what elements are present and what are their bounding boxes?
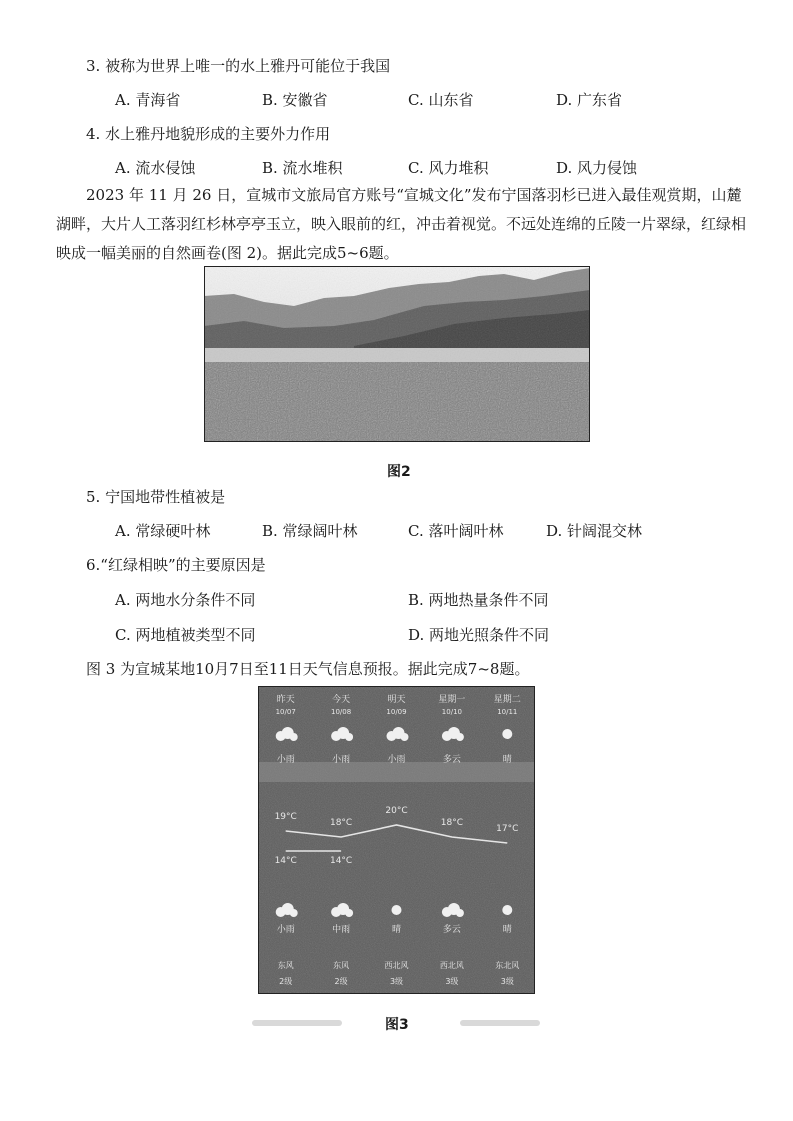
forecast-date: 10/07 <box>275 708 296 716</box>
forecast-high-temp: 18°C <box>329 818 353 828</box>
q6-option-d: D. 两地光照条件不同 <box>408 626 550 644</box>
q4-option-b: B. 流水堆积 <box>262 159 343 177</box>
figure-3-weather-forecast <box>258 686 535 994</box>
q5-option-b: B. 常绿阔叶林 <box>262 522 358 540</box>
figure-3-caption: 图3 <box>385 1017 409 1033</box>
forecast-high-temp: 19°C <box>274 812 297 822</box>
q5-option-a: A. 常绿硬叶林 <box>115 522 211 540</box>
forecast-day-name: 星期一 <box>438 695 466 705</box>
q3-option-b: B. 安徽省 <box>262 91 328 109</box>
forecast-night-weather: 晴 <box>502 925 512 935</box>
forecast-wind-level: 3级 <box>389 977 404 986</box>
forecast-day-weather: 小雨 <box>276 755 295 765</box>
q6-option-b: B. 两地热量条件不同 <box>408 591 549 609</box>
forecast-date: 10/08 <box>331 708 352 716</box>
q6-option-c: C. 两地植被类型不同 <box>115 626 256 644</box>
sun-icon <box>392 905 402 915</box>
forecast-wind: 东北风 <box>495 961 520 970</box>
forecast-wind: 西北风 <box>439 961 464 970</box>
forecast-wind-level: 3级 <box>500 977 514 986</box>
forecast-night-weather: 小雨 <box>276 925 295 935</box>
sun-icon <box>502 729 512 739</box>
forecast-low-temp: 14°C <box>329 856 353 866</box>
sun-icon <box>502 905 512 915</box>
q3-option-c: C. 山东省 <box>408 91 474 109</box>
forecast-wind-level: 2级 <box>334 977 348 986</box>
forecast-wind-level: 3级 <box>445 977 459 986</box>
figure-2-caption: 图2 <box>387 464 411 480</box>
forecast-date: 10/09 <box>386 708 407 716</box>
forecast-wind-level: 2级 <box>279 977 293 986</box>
forecast-date: 10/11 <box>497 708 518 716</box>
forecast-day-name: 今天 <box>332 695 351 705</box>
question-3-stem: 3. 被称为世界上唯一的水上雅丹可能位于我国 <box>86 57 391 75</box>
q6-option-a: A. 两地水分条件不同 <box>115 591 256 609</box>
scan-smudge <box>252 1020 342 1026</box>
forecast-night-weather: 晴 <box>391 925 402 935</box>
forecast-night-weather: 中雨 <box>332 925 351 935</box>
figure-2-landscape-photo <box>204 266 590 442</box>
forecast-low-temp: 14°C <box>274 856 297 866</box>
forecast-day-name: 星期二 <box>493 695 521 705</box>
forecast-high-temp: 18°C <box>440 818 464 828</box>
q3-option-d: D. 广东省 <box>556 91 623 109</box>
forecast-day-name: 明天 <box>387 695 406 705</box>
forecast-day-weather: 小雨 <box>387 755 406 765</box>
forecast-date: 10/10 <box>441 708 462 716</box>
passage-2: 图 3 为宣城某地10月7日至11日天气信息预报。据此完成7~8题。 <box>86 660 530 678</box>
q4-option-d: D. 风力侵蚀 <box>556 159 638 177</box>
forecast-day-weather: 晴 <box>502 755 512 765</box>
forecast-day-weather: 多云 <box>442 755 461 765</box>
forecast-wind: 东风 <box>333 961 350 970</box>
q4-option-a: A. 流水侵蚀 <box>115 159 196 177</box>
scan-smudge <box>460 1020 540 1026</box>
passage-1: 2023 年 11 月 26 日，宣城市文旅局官方账号“宣城文化”发布宁国落羽杉已进入最佳观赏期，山麓湖畔，大片人工落羽红杉林亭亭玉立，映入眼前的红，冲击着视觉。不远处连绵的丘陵一片翠绿，红绿相映成一幅美丽的自然画卷(图 2)。据此完成5~6题。 <box>56 186 747 262</box>
forecast-high-temp: 17°C <box>496 824 519 834</box>
q4-option-c: C. 风力堆积 <box>408 159 489 177</box>
forecast-wind: 东风 <box>277 961 294 970</box>
forecast-night-weather: 多云 <box>442 925 461 935</box>
q5-option-d: D. 针阔混交林 <box>546 522 643 540</box>
question-5-stem: 5. 宁国地带性植被是 <box>86 488 226 506</box>
question-4-stem: 4. 水上雅丹地貌形成的主要外力作用 <box>86 125 331 143</box>
q5-option-c: C. 落叶阔叶林 <box>408 522 504 540</box>
forecast-day-weather: 小雨 <box>332 755 351 765</box>
q3-option-a: A. 青海省 <box>115 91 181 109</box>
question-6-stem: 6.“红绿相映”的主要原因是 <box>86 556 266 574</box>
forecast-wind: 西北风 <box>384 961 409 970</box>
forecast-day-name: 昨天 <box>276 695 295 705</box>
forecast-high-temp: 20°C <box>385 806 408 816</box>
